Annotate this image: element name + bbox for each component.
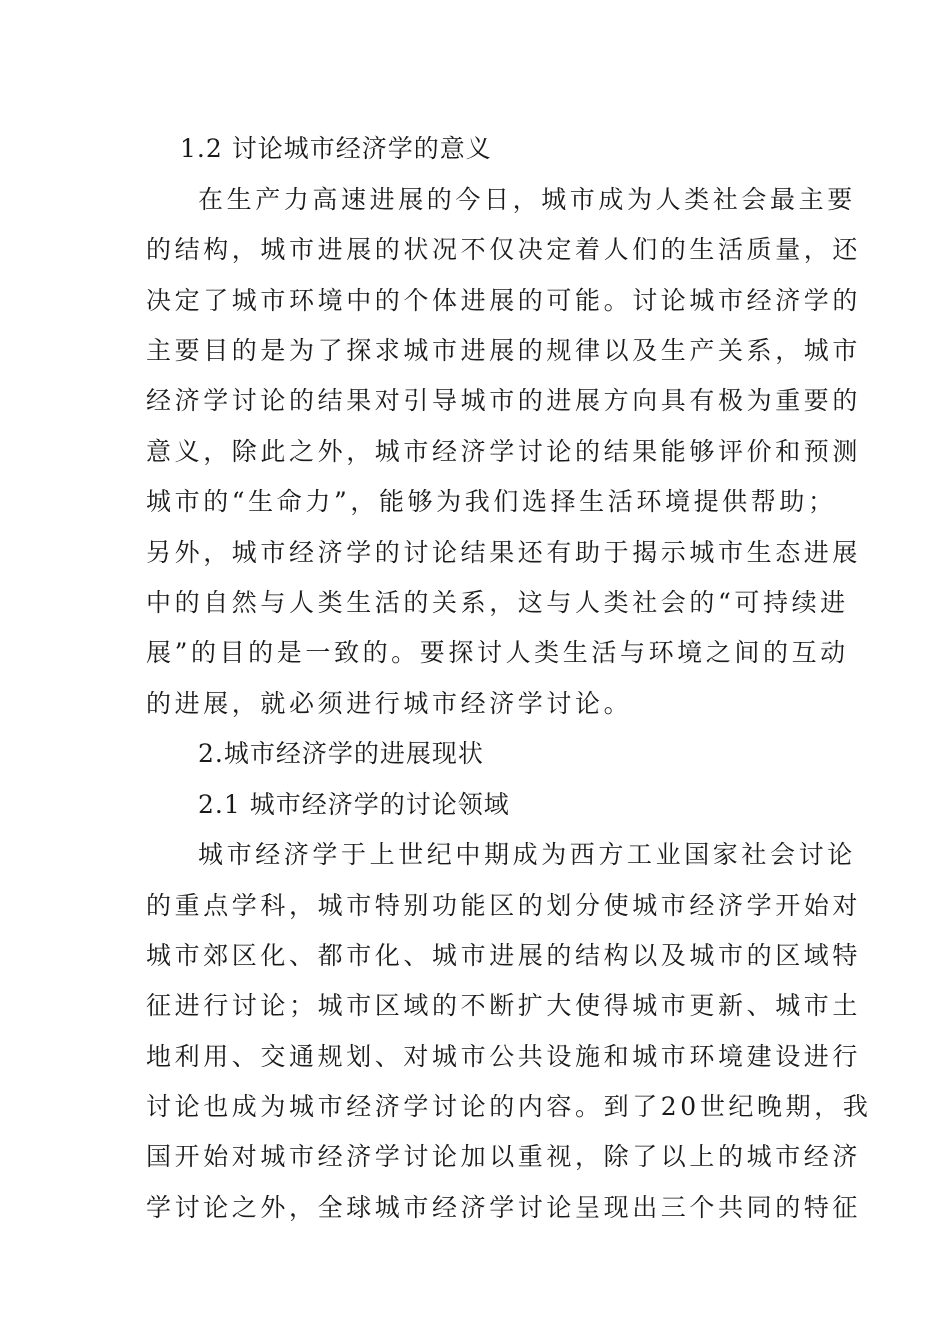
paragraph-line: 征进行讨论；城市区域的不断扩大使得城市更新、城市土	[146, 991, 862, 1020]
paragraph-line: 决定了城市环境中的个体进展的可能。讨论城市经济学的	[146, 286, 862, 315]
section-heading-1-2: 1.2 讨论城市经济学的意义	[180, 134, 492, 163]
paragraph-line: 学讨论之外，全球城市经济学讨论呈现出三个共同的特征	[146, 1193, 862, 1222]
paragraph-line: 城市的“生命力”，能够为我们选择生活环境提供帮助；	[146, 487, 837, 516]
paragraph-line: 在生产力高速进展的今日，城市成为人类社会最主要	[198, 185, 856, 214]
paragraph-line: 另外，城市经济学的讨论结果还有助于揭示城市生态进展	[146, 538, 862, 567]
section-heading-2-1: 2.1 城市经济学的讨论领域	[198, 790, 510, 819]
section-heading-2: 2.城市经济学的进展现状	[198, 739, 484, 768]
paragraph-line: 国开始对城市经济学讨论加以重视，除了以上的城市经济	[146, 1142, 862, 1171]
paragraph-line: 主要目的是为了探求城市进展的规律以及生产关系，城市	[146, 336, 862, 365]
paragraph-line: 地利用、交通规划、对城市公共设施和城市环境建设进行	[146, 1042, 862, 1071]
paragraph-line: 城市经济学于上世纪中期成为西方工业国家社会讨论	[198, 840, 856, 869]
paragraph-line: 的进展，就必须进行城市经济学讨论。	[146, 689, 633, 718]
paragraph-line: 中的自然与人类生活的关系，这与人类社会的“可持续进	[146, 588, 849, 617]
paragraph-line: 经济学讨论的结果对引导城市的进展方向具有极为重要的	[146, 386, 862, 415]
paragraph-line: 的结构，城市进展的状况不仅决定着人们的生活质量，还	[146, 235, 862, 264]
paragraph-line: 意义，除此之外，城市经济学讨论的结果能够评价和预测	[146, 437, 862, 466]
paragraph-line: 展”的目的是一致的。要探讨人类生活与环境之间的互动	[146, 638, 849, 667]
paragraph-line: 的重点学科，城市特别功能区的划分使城市经济学开始对	[146, 891, 862, 920]
paragraph-line: 城市郊区化、都市化、城市进展的结构以及城市的区域特	[146, 941, 862, 970]
paragraph-line: 讨论也成为城市经济学讨论的内容。到了20世纪晚期，我	[146, 1092, 872, 1121]
